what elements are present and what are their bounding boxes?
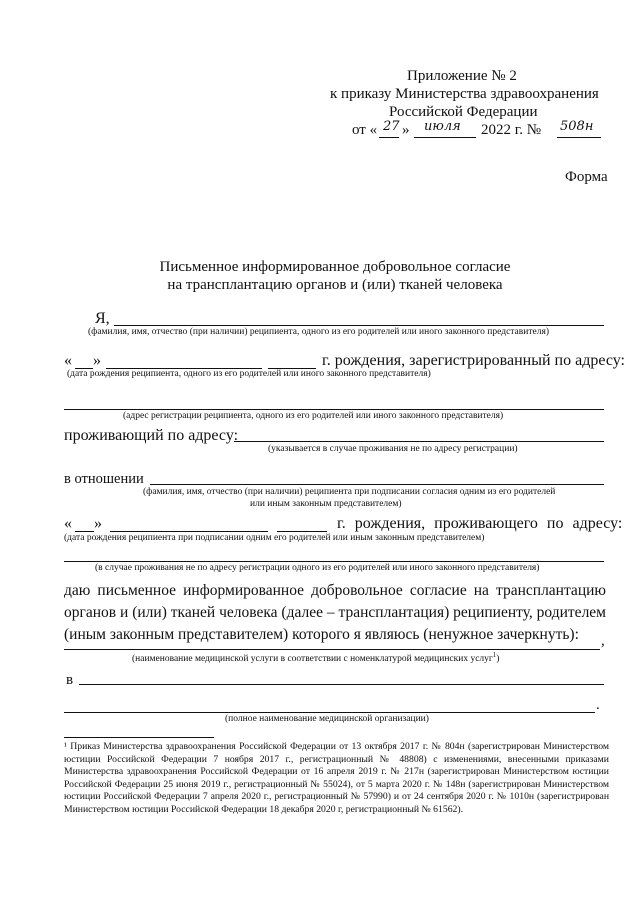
ya-label: Я, (95, 310, 110, 327)
birth-quote-open-2: « (64, 515, 72, 532)
recipient-caption-1: (фамилия, имя, отчество (при наличии) реципиента при подписании согласия одним из его родителей (143, 487, 556, 497)
organization-dot: . (596, 697, 600, 713)
service-caption: (наименование медицинской услуги в соответствии с номенклатурой медицинских услуг$^1$) (132, 651, 500, 665)
document-title-line-1: Письменное информированное добровольное согласие (159, 259, 511, 275)
footnote-separator (64, 737, 214, 738)
full-name-caption: (фамилия, имя, отчество (при наличии) реципиента, одного из его родителей или иного законного представителя) (88, 327, 549, 337)
order-number: 508н (560, 119, 594, 134)
recipient-caption-2: или иным законным представителем) (250, 499, 402, 509)
footnote-text: ¹ Приказ Министерства здравоохранения Российской Федерации от 13 октября 2017 г. № 804н (зарегистрирован Министерством юстиции Российской Федерации 7 ноября 2017 г., регистрационный № 48808) с изменениями, внесенными приказами Министерства здравоохранения Российской Федерации от 16 апреля 2019 г. № 217н (зарегистрирован Министерством юстиции Российской Федерации 25 июня 2019 г., регистрационный № 55024), от 5 марта 2020 г. № 148н (зарегистрирован Министерством юстиции Российской Федерации 7 апреля 2020 г., регистрационный № 57990) и от 24 сентября 2020 г. № 1010н (зарегистрирован Министерством юстиции Российской Федерации 18 декабря 2020 г, регистрационный № 61562). (64, 741, 609, 815)
service-comma: , (601, 633, 605, 649)
birth-month-line-2[interactable] (110, 531, 268, 532)
appendix-line-3: Российской Федерации (389, 104, 538, 120)
date-quote-close: » (402, 122, 410, 138)
document-title-line-2: на трансплантацию органов и (или) тканей человека (167, 277, 503, 293)
organization-caption: (полное наименование медицинской организации) (225, 714, 429, 724)
birth-day-line-2[interactable] (75, 531, 94, 532)
date-year-number: 2022 г. № (481, 122, 542, 138)
birth-year-line-2[interactable] (277, 531, 327, 532)
birth-quote-close-1: » (93, 352, 101, 369)
full-name-line[interactable] (114, 325, 604, 326)
recipient-name-line[interactable] (150, 484, 604, 485)
organization-line-2[interactable] (64, 712, 595, 713)
appendix-line-2: к приказу Министерства здравоохранения (330, 86, 599, 102)
birth-text-2: г. рождения, проживающего по адресу: (337, 515, 623, 532)
birth-caption-2: (дата рождения реципиента при подписании одним его родителей или иным законным представителем) (64, 533, 485, 543)
birth-quote-close-2: » (94, 515, 102, 532)
regarding-label: в отношении (64, 471, 144, 487)
registration-caption: (адрес регистрации реципиента, одного из его родителей или иного законного представителя) (123, 411, 504, 421)
organization-line-1[interactable] (79, 684, 604, 685)
registration-address-line[interactable] (64, 409, 604, 410)
residing-address-line-2[interactable] (64, 561, 604, 562)
birth-caption-1: (дата рождения реципиента, одного из его родителей или иного законного представителя) (67, 369, 431, 379)
birth-text-1: г. рождения, зарегистрированный по адресу: (322, 352, 625, 369)
form-label: Форма (565, 169, 608, 185)
residing-label: проживающий по адресу: (64, 427, 239, 444)
residing-caption: (указывается в случае проживания не по адресу регистрации) (268, 444, 518, 454)
consent-text: даю письменное информированное добровольное согласие на трансплантацию органов и (или) тканей человека (далее – трансплантация) реципиенту, родителем (иным законным представителем) которого я являюсь (ненужное зачеркнуть): (64, 582, 606, 643)
in-label: в (66, 672, 74, 688)
residing-caption-2: (в случае проживания не по адресу регистрации одного из его родителей или иного законного представителя) (95, 563, 540, 573)
date-day: 27 (383, 119, 400, 134)
appendix-line-1: Приложение № 2 (407, 68, 517, 84)
birth-quote-open-1: « (64, 352, 72, 369)
date-prefix: от « (352, 122, 378, 138)
date-month: июля (424, 119, 461, 134)
residing-address-line[interactable] (234, 441, 604, 442)
medical-service-line[interactable] (64, 649, 600, 650)
